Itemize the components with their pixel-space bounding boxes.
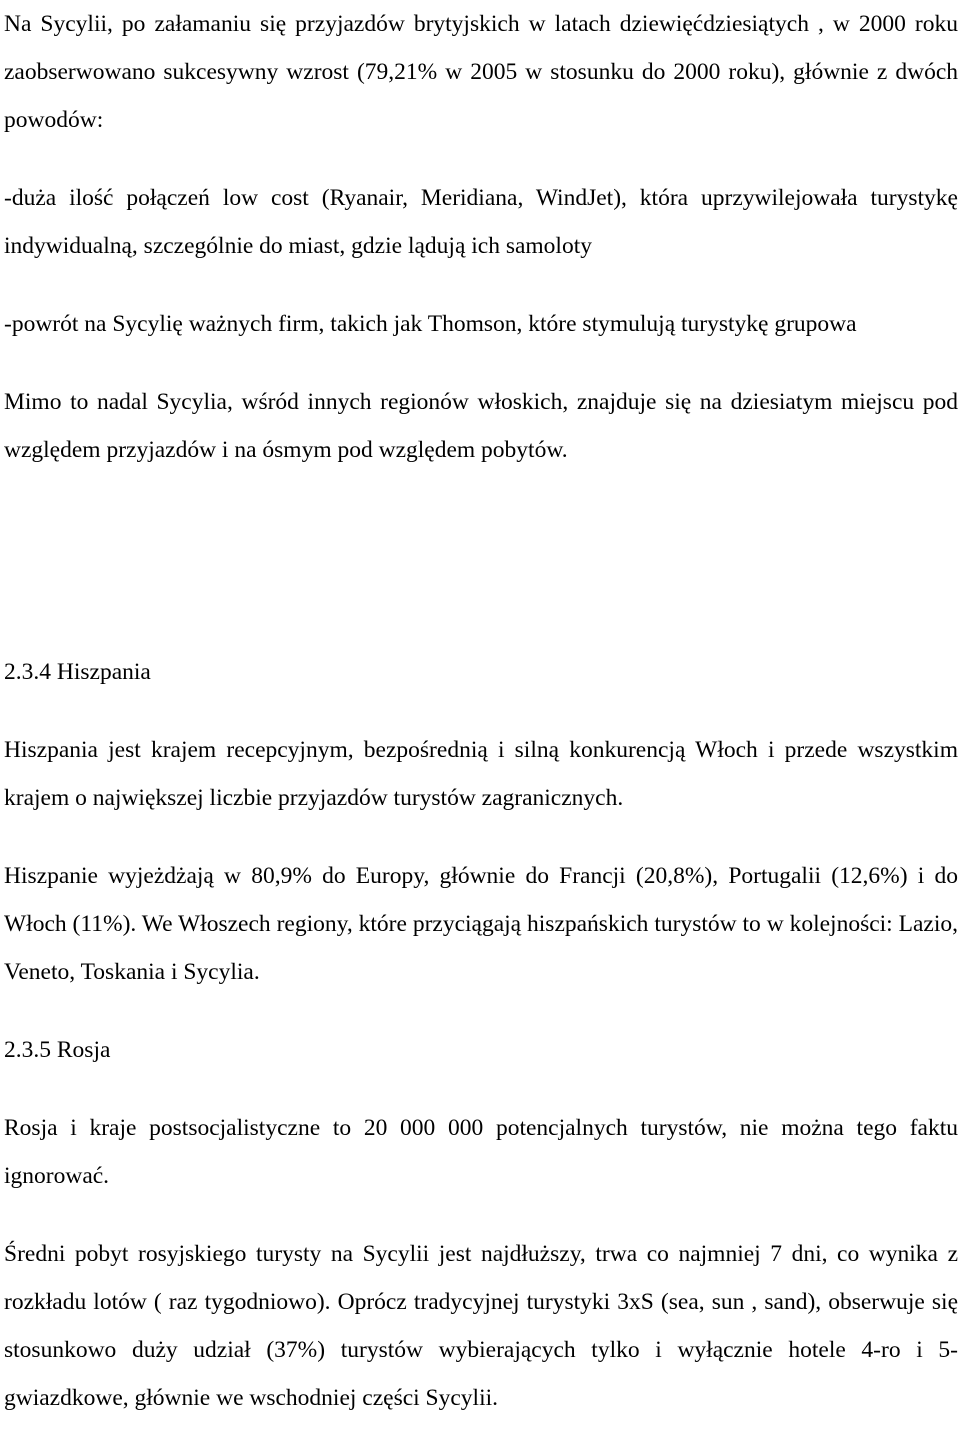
section-heading-spain: 2.3.4 Hiszpania <box>4 659 151 685</box>
paragraph-sicily-arrivals: Na Sycylii, po załamaniu się przyjazdów brytyjskich w latach dziewięćdziesiątych , w 2000 roku zaobserwowano sukcesywny wzrost (79,21% w 2005 w stosunku do 2000 roku), głównie z dwóch powodów: <box>4 11 958 133</box>
document-page <box>4 0 958 1422</box>
paragraph-ranking: Mimo to nadal Sycylia, wśród innych regionów włoskich, znajduje się na dziesiatym miejscu pod względem przyjazdów i na ósmym pod względem pobytów. <box>4 389 958 463</box>
paragraph-russia-stay: Średni pobyt rosyjskiego turysty na Sycylii jest najdłuższy, trwa co najmniej 7 dni, co wynika z rozkładu lotów ( raz tygodniowo). Oprócz tradycyjnej turystyki 3xS (sea, sun , sand), obserwuje się stosunkowo duży udział (37%) turystów wybierających tylko i wyłącznie hotele 4-ro i 5-gwiazdkowe, głównie we wschodniej części Sycylii. <box>4 1241 958 1411</box>
paragraph-russia-potential: Rosja i kraje postsocjalistyczne to 20 000 000 potencjalnych turystów, nie można tego faktu ignorować. <box>4 1115 958 1189</box>
paragraph-low-cost: -duża ilość połączeń low cost (Ryanair, Meridiana, WindJet), która uprzywilejowała turystykę indywidualną, szczególnie do miast, gdzie lądują ich samoloty <box>4 185 958 259</box>
paragraph-spain-destinations: Hiszpanie wyjeżdżają w 80,9% do Europy, głównie do Francji (20,8%), Portugalii (12,6%) i do Włoch (11%). We Włoszech regiony, które przyciągają hiszpańskich turystów to w kolejności: Lazio, Veneto, Toskania i Sycylia. <box>4 863 958 985</box>
paragraph-spain-competitor: Hiszpania jest krajem recepcyjnym, bezpośrednią i silną konkurencją Włoch i przede wszystkim krajem o największej liczbie przyjazdów turystów zagranicznych. <box>4 737 958 811</box>
section-heading-russia: 2.3.5 Rosja <box>4 1037 111 1063</box>
paragraph-thomson: -powrót na Sycylię ważnych firm, takich jak Thomson, które stymulują turystykę grupowa <box>4 311 857 337</box>
